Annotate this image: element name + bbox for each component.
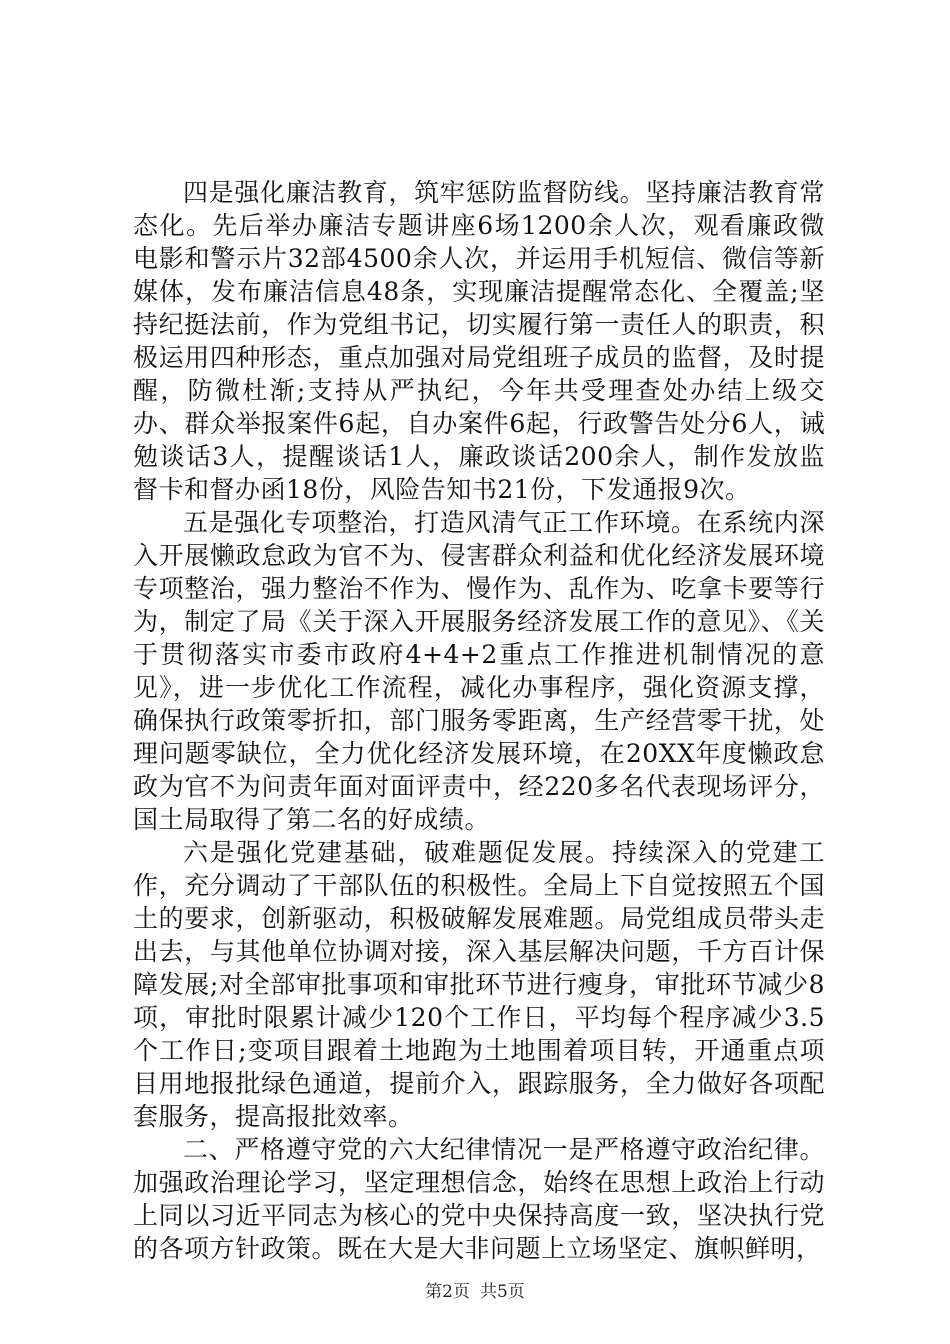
paragraph-anti-corruption-education: 四是强化廉洁教育，筑牢惩防监督防线。坚持廉洁教育常态化。先后举办廉洁专题讲座6场1200余人次，观看廉政微电影和警示片32部4500余人次，并运用手机短信、微信等新媒体，发布廉洁信息48条，实现廉洁提醒常态化、全覆盖;坚持纪挺法前，作为党组书记，切实履行第一责任人的职责，积极运用四种形态，重点加强对局党组班子成员的监督，及时提醒，防微杜渐;支持从严执纪，今年共受理查处办结上级交办、群众举报案件6起，自办案件6起，行政警告处分6人，诫勉谈话3人，提醒谈话1人，廉政谈话200余人，制作发放监督卡和督办函18份，风险告知书21份，下发通报9次。	[133, 178, 825, 504]
document-body	[133, 176, 825, 1265]
paragraph-special-rectification: 五是强化专项整治，打造风清气正工作环境。在系统内深入开展懒政怠政为官不为、侵害群众利益和优化经济发展环境专项整治，强力整治不作为、慢作为、乱作为、吃拿卡要等行为，制定了局《关于深入开展服务经济发展工作的意见》、《关于贯彻落实市委市政府4+4+2重点工作推进机制情况的意见》，进一步优化工作流程，减化办事程序，强化资源支撑，确保执行政策零折扣，部门服务零距离，生产经营零干扰，处理问题零缺位，全力优化经济发展环境，在20XX年度懒政怠政为官不为问责年面对面评责中，经220多名代表现场评分，国土局取得了第二名的好成绩。	[133, 508, 825, 834]
paragraph-party-building: 六是强化党建基础，破难题促发展。持续深入的党建工作，充分调动了干部队伍的积极性。全局上下自觉按照五个国土的要求，创新驱动，积极破解发展难题。局党组成员带头走出去，与其他单位协调对接，深入基层解决问题，千方百计保障发展;对全部审批事项和审批环节进行瘦身，审批环节减少8项，审批时限累计减少120个工作日，平均每个程序减少3.5个工作日;变项目跟着土地跑为土地围着项目转，开通重点项目用地报批绿色通道，提前介入，跟踪服务，全力做好各项配套服务，提高报批效率。	[133, 838, 825, 1131]
page-number-current: 第2页	[425, 1282, 470, 1302]
page-number-total: 共5页	[480, 1282, 525, 1302]
page-footer	[0, 1277, 950, 1302]
paragraph-party-discipline: 二、严格遵守党的六大纪律情况一是严格遵守政治纪律。加强政治理论学习，坚定理想信念，始终在思想上政治上行动上同以习近平同志为核心的党中央保持高度一致，坚决执行党的各项方针政策。既在大是大非问题上立场坚定、旗帜鲜明，	[133, 1135, 825, 1263]
